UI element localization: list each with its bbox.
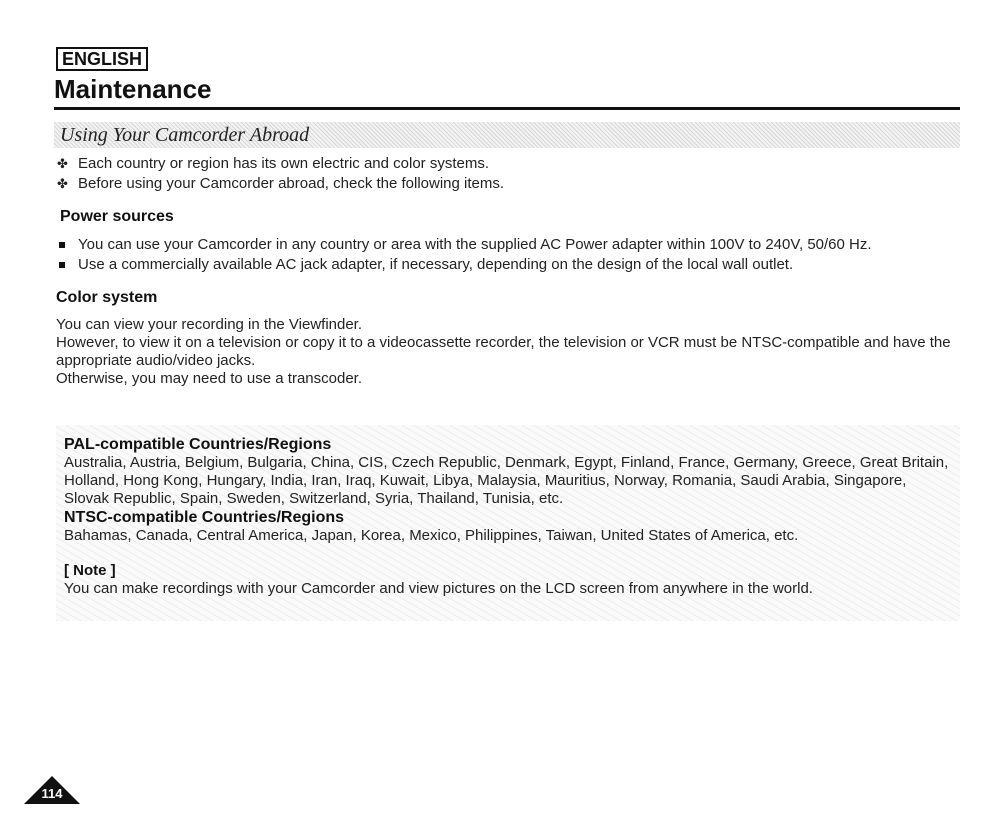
ntsc-heading: NTSC-compatible Countries/Regions [64,509,345,526]
ntsc-countries-text: Bahamas, Canada, Central America, Japan, Korea, Mexico, Philippines, Taiwan, United States of America, etc. [64,527,799,544]
pal-heading: PAL-compatible Countries/Regions [64,436,332,453]
list-item: You can use your Camcorder in any country or area with the supplied AC Power adapter within 100V to 240V, 50/60 Hz. [56,235,872,255]
square-bullet-icon [59,242,65,248]
list-item: Use a commercially available AC jack adapter, if necessary, depending on the design of the local wall outlet. [56,255,872,275]
note-label: [ Note ] [64,562,116,579]
country-info-box [56,425,960,621]
color-system-heading: Color system [56,289,158,306]
intro-bullet-list [56,154,504,194]
language-label: ENGLISH [56,47,148,71]
square-bullet-icon [59,262,65,268]
page-title: Maintenance [54,74,212,104]
diamond-bullet-icon: ✤ [57,156,68,171]
title-divider [54,107,960,110]
page-number: 114 [41,786,63,801]
note-text: You can make recordings with your Camcorder and view pictures on the LCD screen from anywhere in the world. [64,580,813,597]
power-sources-heading: Power sources [60,208,174,225]
pal-countries-text: Australia, Austria, Belgium, Bulgaria, China, CIS, Czech Republic, Denmark, Egypt, Finland, France, Germany, Greece, Great Britain, Holland, Hong Kong, Hungary, India, Iran, Iraq, Kuwait, Libya, Malaysia, Mauritius, Norway, Romania, Saudi Arabia, Singapore, Slovak Republic, Spain, Sweden, Switzerland, Syria, Thailand, Tunisia, etc. [64,454,949,507]
power-sources-list [56,235,872,275]
section-title: Using Your Camcorder Abroad [60,124,310,146]
list-item: ✤ Before using your Camcorder abroad, check the following items. [57,175,505,192]
diamond-bullet-icon: ✤ [57,176,68,191]
color-system-text: You can view your recording in the Viewfinder. However, to view it on a television or copy it to a videocassette recorder, the television or VCR must be NTSC-compatible and have the appropriate audio/video jacks. Otherwise, you may need to use a transcoder. [56,316,951,387]
list-item: ✤ Each country or region has its own electric and color systems. [57,155,490,172]
